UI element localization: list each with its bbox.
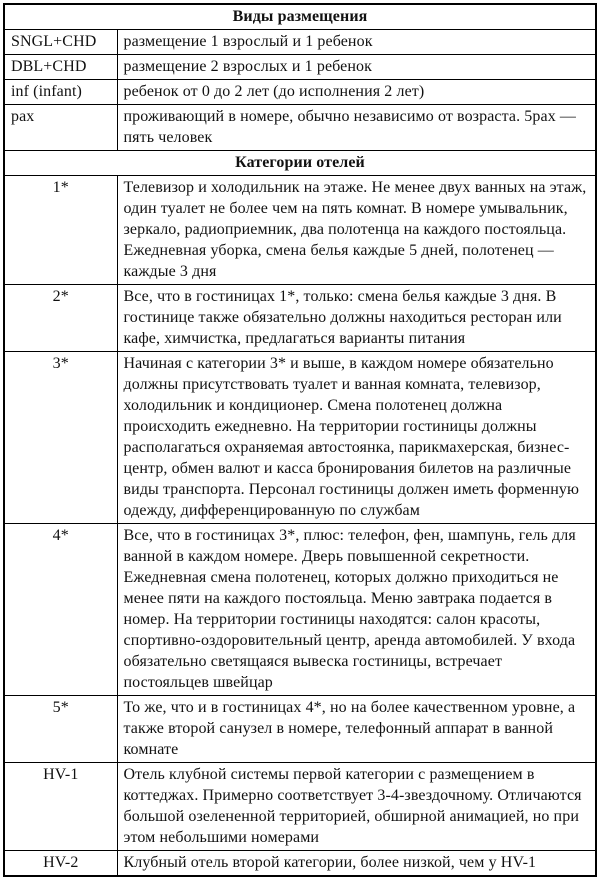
definition-cell: Начиная с категории 3* и выше, в каждом номере обязательно должны присутствовать туалет и ванная комната, телевизор, холодильник и кондиционер. Смена полотенец должна происходить ежедневно. На территории гостиницы должны располагаться охраняемая автостоянка, парикмахерская, бизнес-центр, обмен валют и касса бронирования билетов на различные виды транспорта. Персонал гостиницы должен иметь форменную одежду, дифференцированную по службам xyxy=(117,352,596,524)
definition-cell: размещение 1 взрослый и 1 ребенок xyxy=(117,30,596,55)
definition-cell: Отель клубной системы первой категории с размещением в коттеджах. Примерно соответствует 3-4-звездочному. Отличаются большой озелененной территорией, обширной анимацией, но при этом небольшими номерами xyxy=(117,763,596,851)
term-cell-3-star: 3* xyxy=(4,352,117,524)
definition-cell: ребенок от 0 до 2 лет (до исполнения 2 лет) xyxy=(117,80,596,105)
section-title-accommodation-types: Виды размещения xyxy=(4,4,596,30)
definition-cell: Клубный отель второй категории, более низкой, чем у HV-1 xyxy=(117,851,596,877)
table-row xyxy=(4,696,596,763)
table-row xyxy=(4,55,596,80)
term-cell-hv-1: HV-1 xyxy=(4,763,117,851)
table-row xyxy=(4,105,596,151)
section-title-hotel-categories: Категории отелей xyxy=(4,151,596,176)
term-cell-5-star: 5* xyxy=(4,696,117,763)
term-cell-hv-2: HV-2 xyxy=(4,851,117,877)
definition-cell: То же, что и в гостиницах 4*, но на более качественном уровне, а также второй санузел в номере, телефонный аппарат в ванной комнате xyxy=(117,696,596,763)
table-row xyxy=(4,285,596,352)
section-header-hotel-categories xyxy=(4,151,596,176)
table-row xyxy=(4,763,596,851)
term-cell-4-star: 4* xyxy=(4,524,117,696)
definition-cell: размещение 2 взрослых и 1 ребенок xyxy=(117,55,596,80)
term-cell-pax: pax xyxy=(4,105,117,151)
term-cell-dbl-chd: DBL+CHD xyxy=(4,55,117,80)
table-row xyxy=(4,30,596,55)
table-row xyxy=(4,176,596,285)
reference-table xyxy=(3,3,597,877)
definition-cell: Все, что в гостиницах 3*, плюс: телефон, фен, шампунь, гель для ванной в каждом номере. Дверь повышенной секретности. Ежедневная смена полотенец, которых должно приходиться не менее пяти на каждого постояльца. Меню завтрака подается в номер. На территории гостиницы находятся: салон красоты, спортивно-оздоровительный центр, аренда автомобилей. У входа обязательно светящаяся вывеска гостиницы, встречает постояльцев швейцар xyxy=(117,524,596,696)
term-cell-1-star: 1* xyxy=(4,176,117,285)
term-cell-inf: inf (infant) xyxy=(4,80,117,105)
table-row xyxy=(4,524,596,696)
table-row xyxy=(4,80,596,105)
section-header-accommodation-types xyxy=(4,4,596,30)
definition-cell: проживающий в номере, обычно независимо от возраста. 5pax — пять человек xyxy=(117,105,596,151)
table-row xyxy=(4,851,596,877)
term-cell-2-star: 2* xyxy=(4,285,117,352)
definition-cell: Телевизор и холодильник на этаже. Не менее двух ванных на этаж, один туалет не более чем на пять комнат. В номере умывальник, зеркало, радиоприемник, два полотенца на каждого постояльца. Ежедневная уборка, смена белья каждые 5 дней, полотенец — каждые 3 дня xyxy=(117,176,596,285)
table-row xyxy=(4,352,596,524)
term-cell-sngl-chd: SNGL+CHD xyxy=(4,30,117,55)
definition-cell: Все, что в гостиницах 1*, только: смена белья каждые 3 дня. В гостинице также обязательно должны находиться ресторан или кафе, химчистка, предлагаться варианты питания xyxy=(117,285,596,352)
